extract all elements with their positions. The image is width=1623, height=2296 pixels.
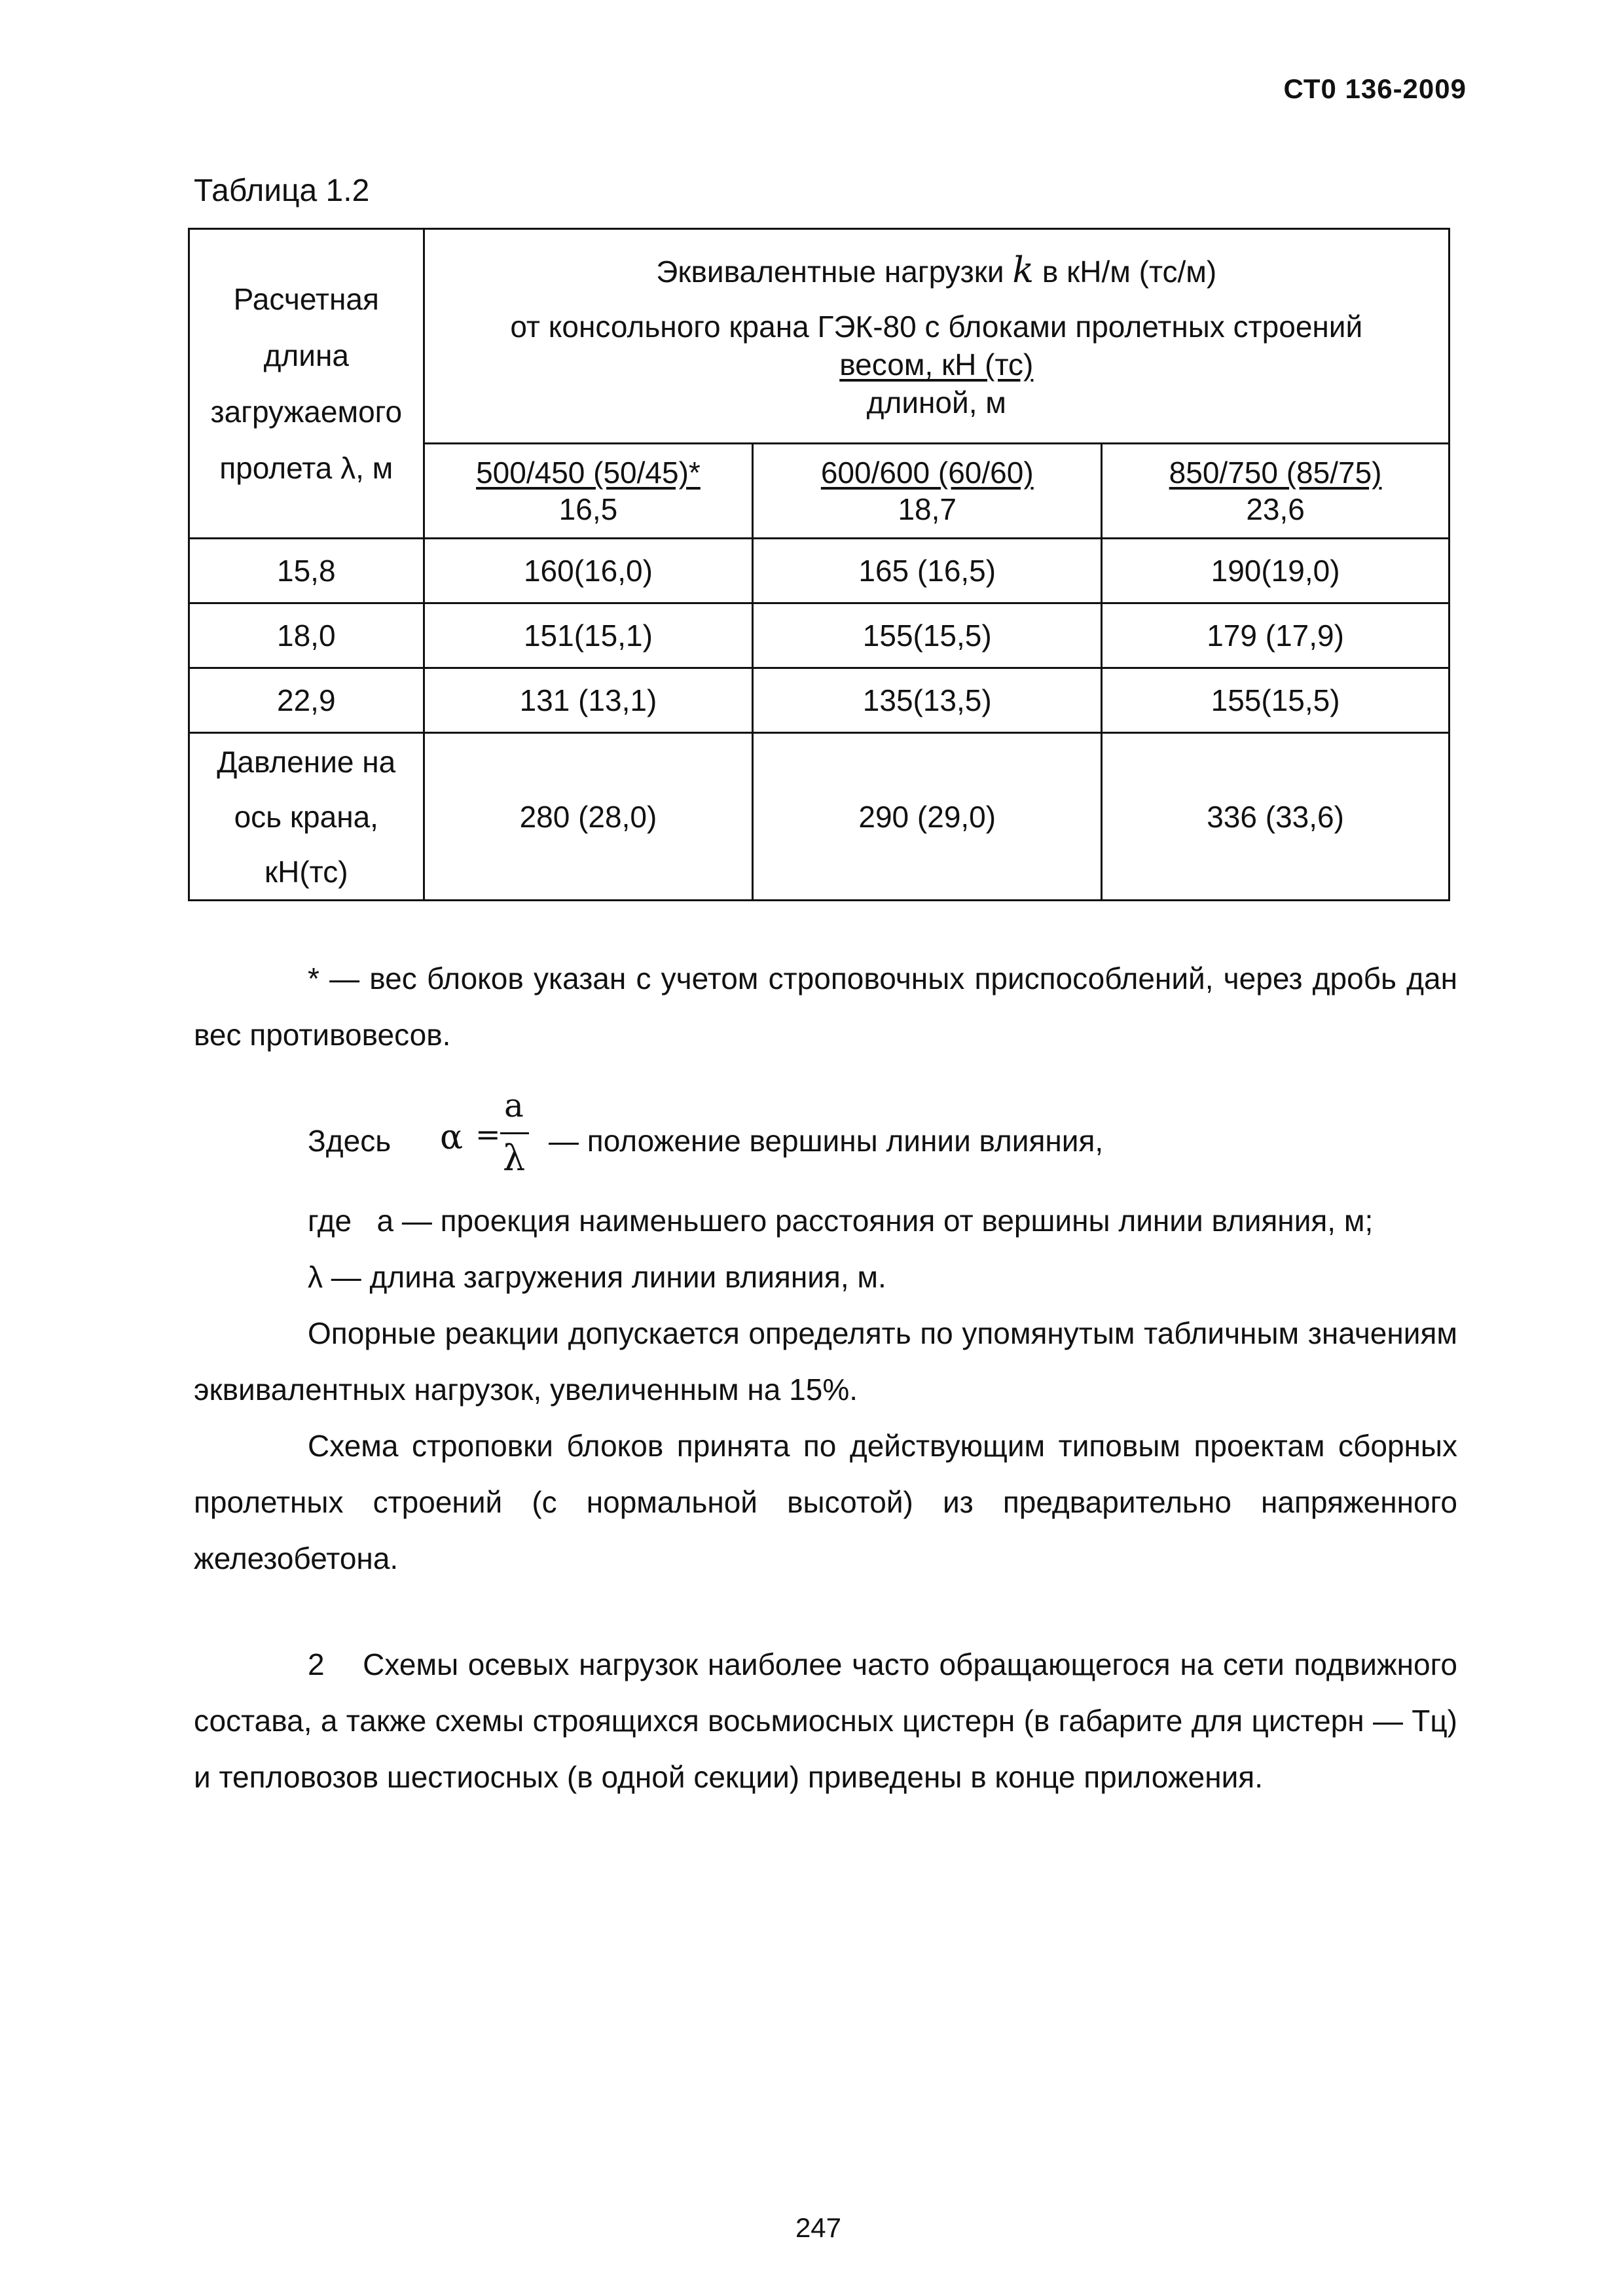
table-row (189, 603, 1450, 668)
equivalent-loads-header (424, 229, 1449, 444)
pressure-label-line: Давление на (217, 744, 396, 779)
fraction-bar (500, 1132, 529, 1134)
span-length-header-line: пролета λ, м (219, 451, 393, 485)
footnote-paragraph (194, 950, 1457, 1063)
reactions-paragraph (194, 1305, 1457, 1418)
span-length-header-line: Расчетная (233, 282, 379, 316)
crane-description: от консольного крана ГЭК-80 с блоками пролетных строений (510, 309, 1363, 344)
pressure-label (189, 733, 424, 901)
equivalent-loads-title (425, 251, 1448, 291)
formula-description: — положение вершины линии влияния, (549, 1124, 1104, 1158)
formula-numerator: a (504, 1086, 524, 1124)
table-caption: Таблица 1.2 (194, 173, 370, 208)
column-length: 16,5 (558, 492, 618, 526)
title-suffix: в кН/м (тс/м) (1034, 254, 1217, 289)
column-length: 23,6 (1246, 492, 1305, 526)
pressure-label-line: ось крана, (234, 799, 378, 834)
value-cell: 151(15,1) (424, 603, 753, 668)
formula-alpha: α (440, 1118, 464, 1157)
k-symbol: k (1012, 249, 1034, 291)
scheme-paragraph (194, 1418, 1457, 1587)
value-cell: 131 (13,1) (424, 668, 753, 733)
value-cell: 155(15,5) (753, 603, 1102, 668)
column-header (753, 444, 1102, 539)
value-cell: 179 (17,9) (1102, 603, 1450, 668)
standard-code: СТ0 136-2009 (1283, 73, 1467, 104)
length-label: длиной, м (866, 385, 1006, 420)
column-weight: 600/600 (60/60) (820, 456, 1034, 490)
section-2-text: 2 Схемы осевых нагрузок наиболее часто обращающегося на сети подвижного состава, а также схемы строящихся восьмиосных цистерн (в габарите для цистерн — Тц) и тепловозов шестиосных (в одной секции) приведены в конце приложения. (194, 1647, 1466, 1794)
span-length-header-line: загружаемого (210, 395, 403, 429)
column-length: 18,7 (898, 492, 957, 526)
pressure-value: 336 (33,6) (1102, 733, 1450, 901)
table-row (189, 539, 1450, 603)
where-lambda-line: λ — длина загружения линии влияния, м. (308, 1260, 886, 1294)
formula-lead: Здесь (308, 1124, 392, 1158)
pressure-label-line: кН(тс) (264, 854, 348, 889)
span-cell: 15,8 (189, 539, 424, 603)
title-prefix: Эквивалентные нагрузки (656, 254, 1013, 289)
formula-denominator: λ (503, 1138, 526, 1179)
span-cell: 18,0 (189, 603, 424, 668)
formula-equals: = (475, 1117, 501, 1152)
equivalent-loads-table (188, 228, 1450, 901)
table-row (189, 668, 1450, 733)
span-cell: 22,9 (189, 668, 424, 733)
span-length-header-line: длина (263, 338, 349, 372)
column-header (424, 444, 753, 539)
pressure-value: 290 (29,0) (753, 733, 1102, 901)
column-header (1102, 444, 1450, 539)
value-cell: 160(16,0) (424, 539, 753, 603)
footnote-text: * — вес блоков указан с учетом строповочных приспособлений, через дробь дан вес противовесов. (194, 961, 1457, 1052)
value-cell: 135(13,5) (753, 668, 1102, 733)
page-number: 247 (795, 2212, 842, 2243)
reactions-text: Опорные реакции допускается определять по упомянутым табличным значениям эквивалентных нагрузок, увеличенным на 15%. (194, 1316, 1457, 1407)
pressure-row (189, 733, 1450, 901)
scheme-text: Схема строповки блоков принята по действующим типовым проектам сборных пролетных строений (с нормальной высотой) из предварительно напряженного железобетона. (194, 1429, 1457, 1575)
value-cell: 190(19,0) (1102, 539, 1450, 603)
where-a-line: где a — проекция наименьшего расстояния от вершины линии влияния, м; (308, 1204, 1374, 1238)
span-length-header (189, 229, 424, 539)
column-weight: 500/450 (50/45)* (476, 456, 701, 490)
pressure-value: 280 (28,0) (424, 733, 753, 901)
value-cell: 165 (16,5) (753, 539, 1102, 603)
value-cell: 155(15,5) (1102, 668, 1450, 733)
section-2-paragraph (194, 1636, 1466, 1805)
column-weight: 850/750 (85/75) (1169, 456, 1382, 490)
weight-label: весом, кН (тс) (839, 347, 1034, 382)
